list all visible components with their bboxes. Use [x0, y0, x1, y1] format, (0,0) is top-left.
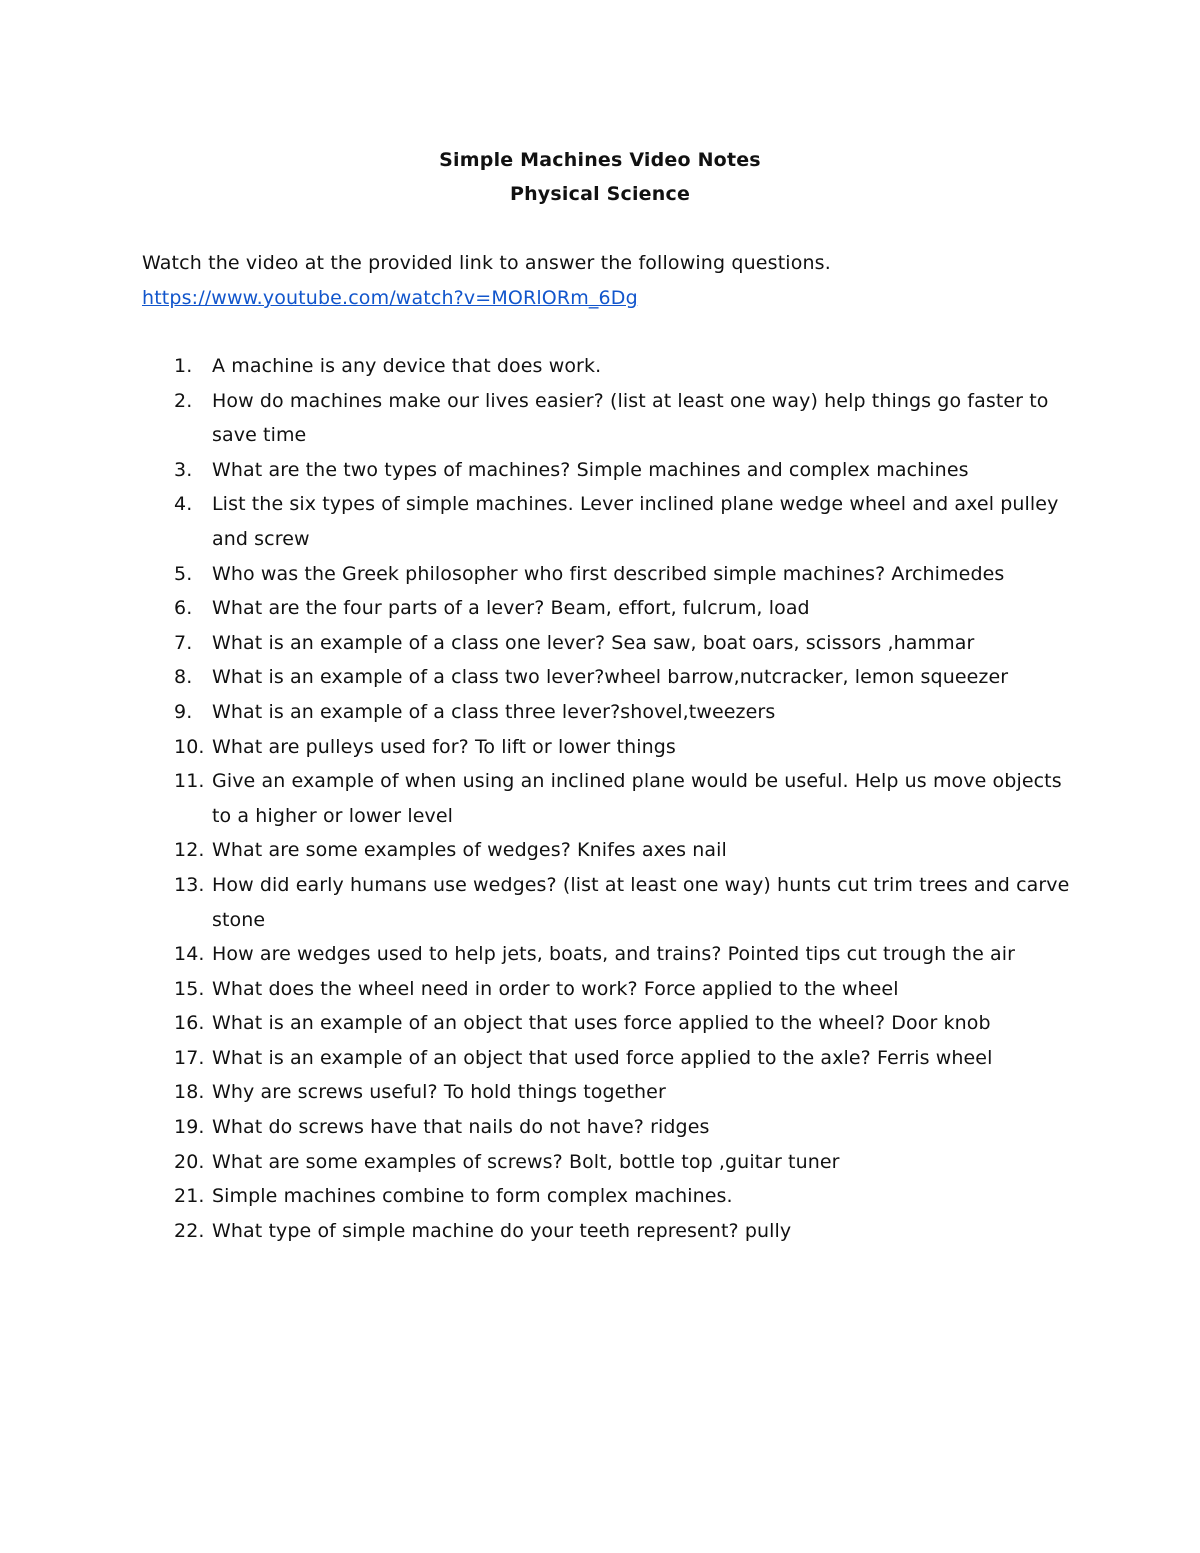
- question-number: 7.: [174, 631, 193, 654]
- question-number: 17.: [174, 1046, 205, 1069]
- title-block: [0, 143, 1200, 211]
- question-number: 6.: [174, 597, 193, 620]
- question-text: What is an example of a class three lever?shovel,tweezers: [212, 700, 776, 723]
- question-text: How did early humans use wedges? (list at least one way) hunts cut trim trees and carve stone: [212, 873, 1070, 931]
- list-item: [142, 1179, 1072, 1214]
- question-text: What are the four parts of a lever? Beam, effort, fulcrum, load: [212, 597, 810, 620]
- question-number: 15.: [174, 977, 205, 1000]
- question-text: What are pulleys used for? To lift or lower things: [212, 735, 676, 758]
- question-number: 4.: [174, 493, 193, 516]
- list-item: [142, 557, 1072, 592]
- question-text: What is an example of an object that used force applied to the axle? Ferris wheel: [212, 1046, 993, 1069]
- list-item: [142, 626, 1072, 661]
- list-item: [142, 349, 1072, 384]
- list-item: [142, 937, 1072, 972]
- question-text: What is an example of an object that uses force applied to the wheel? Door knob: [212, 1012, 991, 1035]
- question-number: 20.: [174, 1150, 205, 1173]
- question-text: What is an example of a class one lever? Sea saw, boat oars, scissors ,hammar: [212, 631, 975, 654]
- question-number: 19.: [174, 1116, 205, 1139]
- page-subtitle: Physical Science: [509, 183, 691, 205]
- question-number: 5.: [174, 562, 193, 585]
- list-item: [142, 660, 1072, 695]
- list-item: [142, 730, 1072, 765]
- question-number: 2.: [174, 389, 193, 412]
- question-number: 16.: [174, 1012, 205, 1035]
- question-text: What does the wheel need in order to work? Force applied to the wheel: [212, 977, 899, 1000]
- question-list: [142, 349, 1072, 1248]
- question-number: 21.: [174, 1185, 205, 1208]
- question-text: What do screws have that nails do not have? ridges: [212, 1116, 710, 1139]
- list-item: [142, 972, 1072, 1007]
- list-item: [142, 1110, 1072, 1145]
- list-item: [142, 384, 1072, 453]
- question-number: 14.: [174, 943, 205, 966]
- question-number: 11.: [174, 770, 205, 793]
- intro-block: [142, 246, 831, 316]
- question-text: What is an example of a class two lever?wheel barrow,nutcracker, lemon squeezer: [212, 666, 1009, 689]
- question-number: 22.: [174, 1219, 205, 1242]
- list-item: [142, 1214, 1072, 1249]
- question-text: Who was the Greek philosopher who first described simple machines? Archimedes: [212, 562, 1005, 585]
- list-item: [142, 487, 1072, 556]
- question-number: 13.: [174, 873, 205, 896]
- page-title: Simple Machines Video Notes: [439, 149, 761, 171]
- question-text: What are some examples of screws? Bolt, bottle top ,guitar tuner: [212, 1150, 840, 1173]
- instructions-text: Watch the video at the provided link to answer the following questions.: [142, 252, 831, 274]
- list-item: [142, 1041, 1072, 1076]
- question-number: 12.: [174, 839, 205, 862]
- question-text: How are wedges used to help jets, boats, and trains? Pointed tips cut trough the air: [212, 943, 1016, 966]
- list-item: [142, 453, 1072, 488]
- question-number: 18.: [174, 1081, 205, 1104]
- question-text: What are some examples of wedges? Knifes axes nail: [212, 839, 727, 862]
- list-item: [142, 1075, 1072, 1110]
- question-text: List the six types of simple machines. Lever inclined plane wedge wheel and axel pulley and screw: [212, 493, 1059, 550]
- list-item: [142, 1006, 1072, 1041]
- question-text: Give an example of when using an inclined plane would be useful. Help us move objects to a higher or lower level: [212, 770, 1062, 827]
- list-item: [142, 695, 1072, 730]
- question-text: What are the two types of machines? Simple machines and complex machines: [212, 458, 969, 481]
- question-number: 8.: [174, 666, 193, 689]
- list-item: [142, 833, 1072, 868]
- question-text: Why are screws useful? To hold things together: [212, 1081, 666, 1104]
- question-number: 3.: [174, 458, 193, 481]
- list-item: [142, 764, 1072, 833]
- question-number: 10.: [174, 735, 205, 758]
- question-number: 9.: [174, 700, 193, 723]
- video-link[interactable]: https://www.youtube.com/watch?v=MORlORm_6Dg: [142, 287, 638, 309]
- list-item: [142, 868, 1072, 937]
- list-item: [142, 1145, 1072, 1180]
- question-text: What type of simple machine do your teeth represent? pully: [212, 1219, 792, 1242]
- question-text: A machine is any device that does work.: [212, 355, 602, 377]
- question-number: 1.: [174, 355, 193, 377]
- question-text: How do machines make our lives easier? (list at least one way) help things go faster to save time: [212, 389, 1049, 447]
- question-text: Simple machines combine to form complex machines.: [212, 1185, 733, 1208]
- list-item: [142, 591, 1072, 626]
